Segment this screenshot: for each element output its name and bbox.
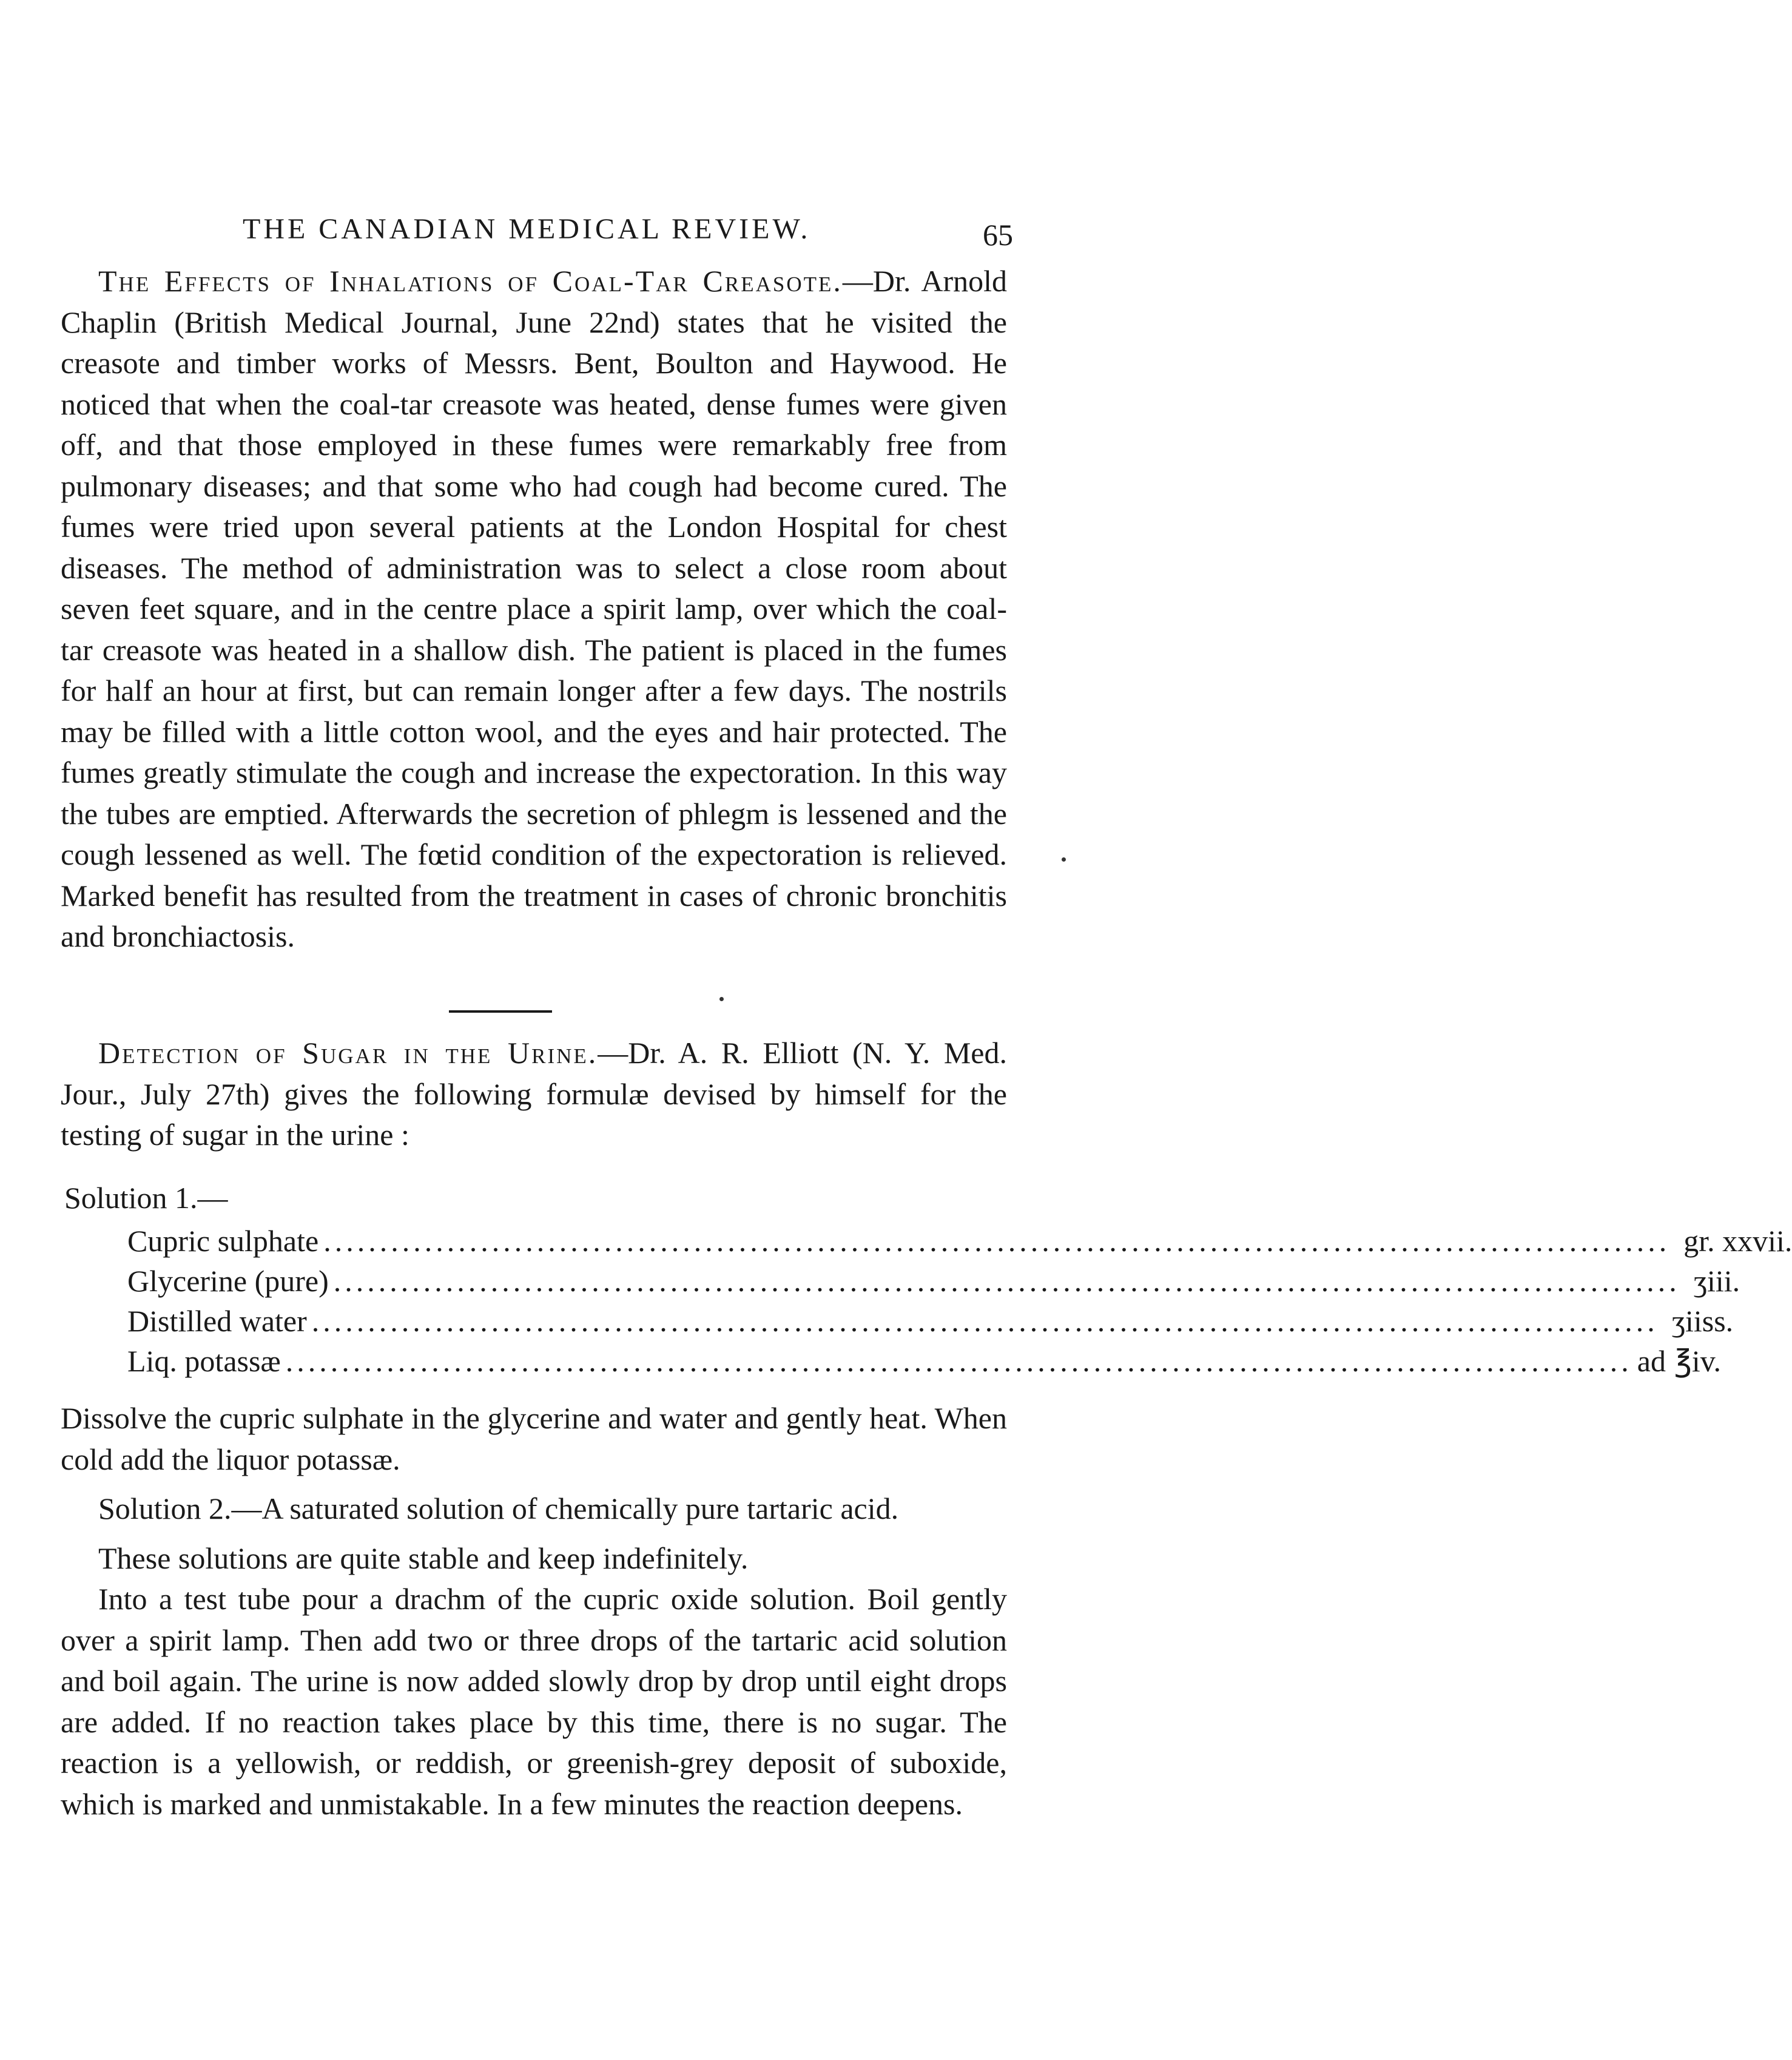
print-speck	[1062, 857, 1066, 862]
article1-heading: The Effects of Inhalations of Coal-Tar Creasote.	[98, 264, 843, 298]
solution1-label: Solution 1.—	[64, 1180, 228, 1215]
formula-row	[127, 1261, 1740, 1301]
article2-heading: Detection of Sugar in the Urine.	[98, 1036, 598, 1070]
ingredient-dose: ʒiiss.	[1671, 1304, 1734, 1338]
ingredient-name: Cupric sulphate	[127, 1224, 319, 1258]
page-number: 65	[983, 218, 1013, 252]
ingredient-name: Distilled water	[127, 1304, 307, 1338]
page-header	[85, 212, 1013, 261]
stability-paragraph: These solutions are quite stable and keep indefinitely.	[98, 1541, 749, 1575]
ingredient-dose: ʒiii.	[1693, 1264, 1740, 1298]
ingredient-dose: ℥iv.	[1674, 1344, 1722, 1378]
article-coal-tar-creasote	[61, 261, 1007, 957]
leader-dots: ........................................................................................................................	[323, 1224, 1671, 1258]
section-divider	[449, 1010, 552, 1013]
ingredient-name: Liq. potassæ	[127, 1344, 281, 1378]
leader-dots: ........................................................................................................................	[333, 1264, 1680, 1298]
formula-row	[127, 1301, 1734, 1341]
formula-row	[127, 1221, 1792, 1261]
dissolve-paragraph: Dissolve the cupric sulphate in the glycerine and water and gently heat. When cold add the liquor potassæ.	[61, 1401, 1007, 1476]
running-title: THE CANADIAN MEDICAL REVIEW.	[243, 213, 811, 245]
formula-list	[127, 1221, 1792, 1381]
ingredient-dose: gr. xxvii.	[1683, 1224, 1792, 1258]
ingredient-name: Glycerine (pure)	[127, 1264, 329, 1298]
formula-row	[127, 1341, 1722, 1381]
article2-intro-paragraph	[61, 1033, 1007, 1156]
article1-text: —Dr. Arnold Chaplin (British Medical Journal, June 22nd) states that he visited the creasote and timber works of Messrs. Bent, Boulton and Haywood. He noticed that when the coal-tar creasote was heated, dense fumes were given off, and that those employed in these fumes were remarkably free from pulmonary diseases; and that some who had cough had become cured. The fumes were tried upon several patients at the London Hospital for chest diseases. The method of administration was to select a close room about seven feet square, and in the centre place a spirit lamp, over which the coal-tar creasote was heated in a shallow dish. The patient is placed in the fumes for half an hour at first, but can remain longer after a few days. The nostrils may be filled with a little cotton wool, and the eyes and hair protected. The fumes greatly stimulate the cough and increase the expectoration. In this way the tubes are emptied. Afterwards the secretion of phlegm is lessened and the cough lessened as well. The fœtid condition of the expectoration is relieved. Marked benefit has resulted from the treatment in cases of chronic bronchitis and bronchiactosis.	[61, 264, 1007, 953]
solution2-paragraph: Solution 2.—A saturated solution of chemically pure tartaric acid.	[98, 1491, 899, 1525]
dose-prefix: ad	[1637, 1344, 1666, 1378]
leader-dots: ........................................................................................................................	[285, 1344, 1632, 1378]
article-sugar-detection	[61, 1033, 1792, 1825]
leader-dots: ........................................................................................................................	[311, 1304, 1659, 1338]
print-speck	[719, 997, 724, 1001]
article2-intro: —Dr. A. R. Elliott (N. Y. Med. Jour., July 27th) gives the following formulæ devised by himself for the testing of sugar in the urine :	[61, 1036, 1007, 1152]
procedure-paragraph: Into a test tube pour a drachm of the cupric oxide solution. Boil gently over a spirit lamp. Then add two or three drops of the tartaric acid solution and boil again. The urine is now added slowly drop by drop until eight drops are added. If no reaction takes place by this time, there is no sugar. The reaction is a yellowish, or reddish, or greenish-grey deposit of suboxide, which is marked and unmistakable. In a few minutes the reaction deepens.	[61, 1582, 1007, 1821]
article1-paragraph	[61, 261, 1007, 957]
